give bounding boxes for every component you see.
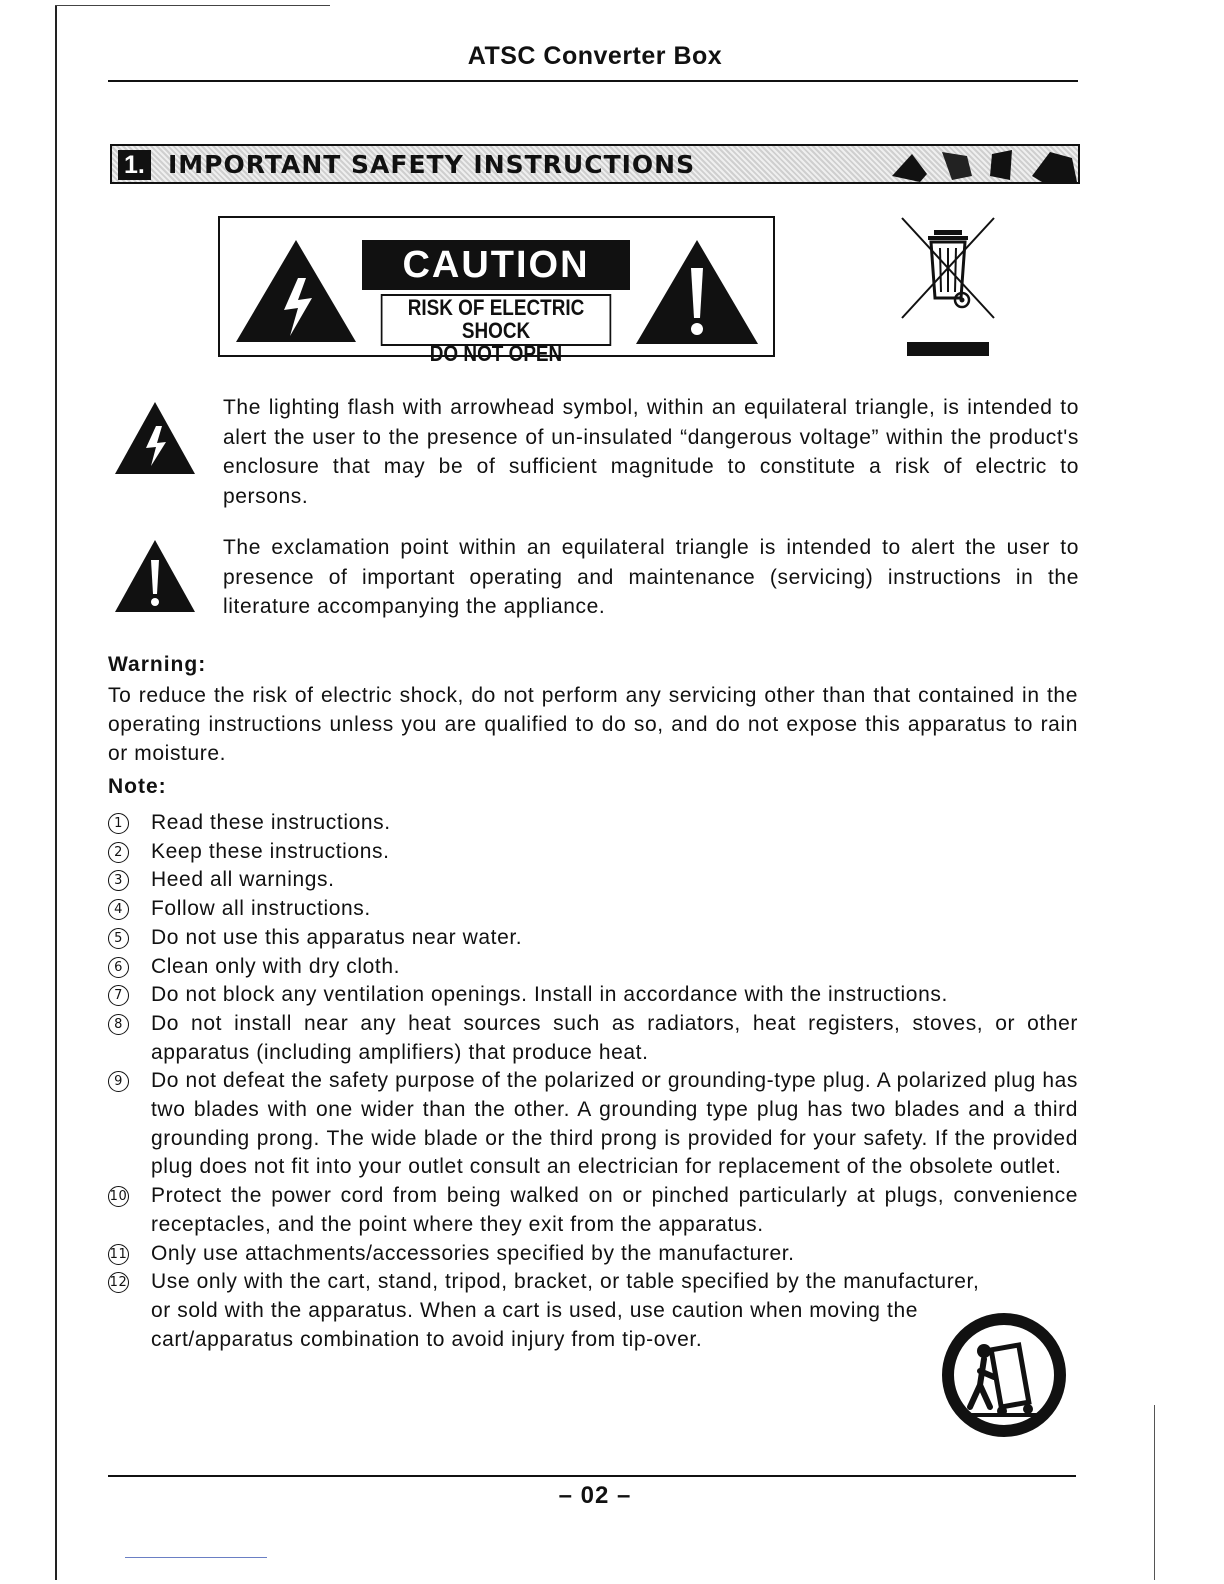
circled-number: 11 [108,1244,129,1265]
list-item-text: Heed all warnings. [151,868,335,892]
section-number: 1. [118,150,151,180]
caution-title: CAUTION [362,240,630,290]
list-item [108,809,1078,838]
footer-divider [108,1475,1076,1477]
circled-number: 8 [108,1014,129,1035]
crossed-out-bin-icon [898,214,998,326]
list-item-text: Use only with the cart, stand, tripod, bracket, or table specified by the manufacturer, or sold with the apparatus. When a cart is used, use caution when moving the cart/apparatus combination to avoid injury from tip-over. [151,1270,980,1351]
list-item [108,1067,1078,1182]
weee-bar [907,342,989,356]
list-item-text: Follow all instructions. [151,897,371,921]
page-scan-edge-bottom [125,1557,267,1558]
circled-number: 4 [108,899,129,920]
circled-number: 10 [108,1186,129,1207]
exclamation-symbol-text: The exclamation point within an equilateral triangle is intended to alert the user to presence of important operating and maintenance (servicing) instructions in the literature accompanying the appliance. [223,536,1079,618]
list-item-text: Clean only with dry cloth. [151,954,401,978]
list-item [108,1268,981,1354]
exclamation-triangle-icon [632,236,762,348]
caution-label-box [218,216,775,366]
caution-line-1: RISK OF ELECTRIC SHOCK [407,295,585,343]
circled-number: 1 [108,813,129,834]
list-item-text: Do not use this apparatus near water. [151,925,523,949]
list-item [108,953,1078,982]
cart-tip-over-warning-icon [940,1311,1068,1439]
list-item-text: Read these instructions. [151,811,391,834]
list-item [108,1010,1078,1067]
header-divider [108,80,1078,82]
circled-number: 3 [108,870,129,891]
list-item [108,838,1078,867]
page-scan-edge-left [55,5,57,1580]
lightning-symbol-text: The lighting flash with arrowhead symbol, within an equilateral triangle, is intended to alert the user to the presence of un-insulated “dangerous voltage” within the product's enclosure that may be of sufficient magnitude to constitute a risk of electric to persons. [223,396,1079,508]
list-item-text: Do not block any ventilation openings. Install in accordance with the instructions. [151,983,948,1007]
circled-number: 5 [108,928,129,949]
circled-number: 7 [108,985,129,1006]
lightning-triangle-icon [113,400,197,476]
circled-number: 6 [108,957,129,978]
circled-number: 9 [108,1071,129,1092]
exclamation-triangle-icon [113,538,197,614]
section-title: IMPORTANT SAFETY INSTRUCTIONS [168,150,696,179]
note-heading: Note: [108,775,167,798]
caution-line-2: DO NOT OPEN [429,341,563,366]
list-item-text: Do not install near any heat sources such as radiators, heat registers, stoves, or other apparatus (including amplifiers) that produce heat. [151,1011,1078,1064]
page-scan-edge-top [55,5,330,6]
list-item [108,981,1078,1010]
note-list [108,809,1078,1354]
lightning-triangle-icon [232,236,360,346]
banner-texture-icon [872,146,1080,184]
warning-text: To reduce the risk of electric shock, do not perform any servicing other than that contained in the operating instructions unless you are qualified to do so, and do not expose this apparatus to rain or moisture. [108,684,1078,765]
list-item [108,924,1078,953]
page-header-title: ATSC Converter Box [467,42,723,70]
list-item-text: Only use attachments/accessories specified by the manufacturer. [151,1241,795,1265]
section-banner [110,144,1080,184]
list-item [108,895,1078,924]
list-item-text: Do not defeat the safety purpose of the polarized or grounding-type plug. A polarized plug has two blades with one wider than the other. A grounding type plug has two blades and a third grounding prong. The wide blade or the third prong is provided for your safety. If the provided plug does not fit into your outlet consult an electrician for replacement of the obsolete outlet. [151,1069,1078,1179]
caution-subtext [381,294,611,366]
warning-heading: Warning: [108,653,207,676]
list-item [108,1182,1078,1239]
page-number: – 02 – [558,1482,632,1509]
circled-number: 2 [108,842,129,863]
list-item-text: Protect the power cord from being walked on or pinched particularly at plugs, convenience receptacles, and the point where they exit from the apparatus. [151,1184,1078,1236]
circled-number: 12 [108,1272,129,1293]
list-item [108,1240,1078,1269]
list-item-text: Keep these instructions. [151,839,390,863]
list-item [108,866,1078,895]
